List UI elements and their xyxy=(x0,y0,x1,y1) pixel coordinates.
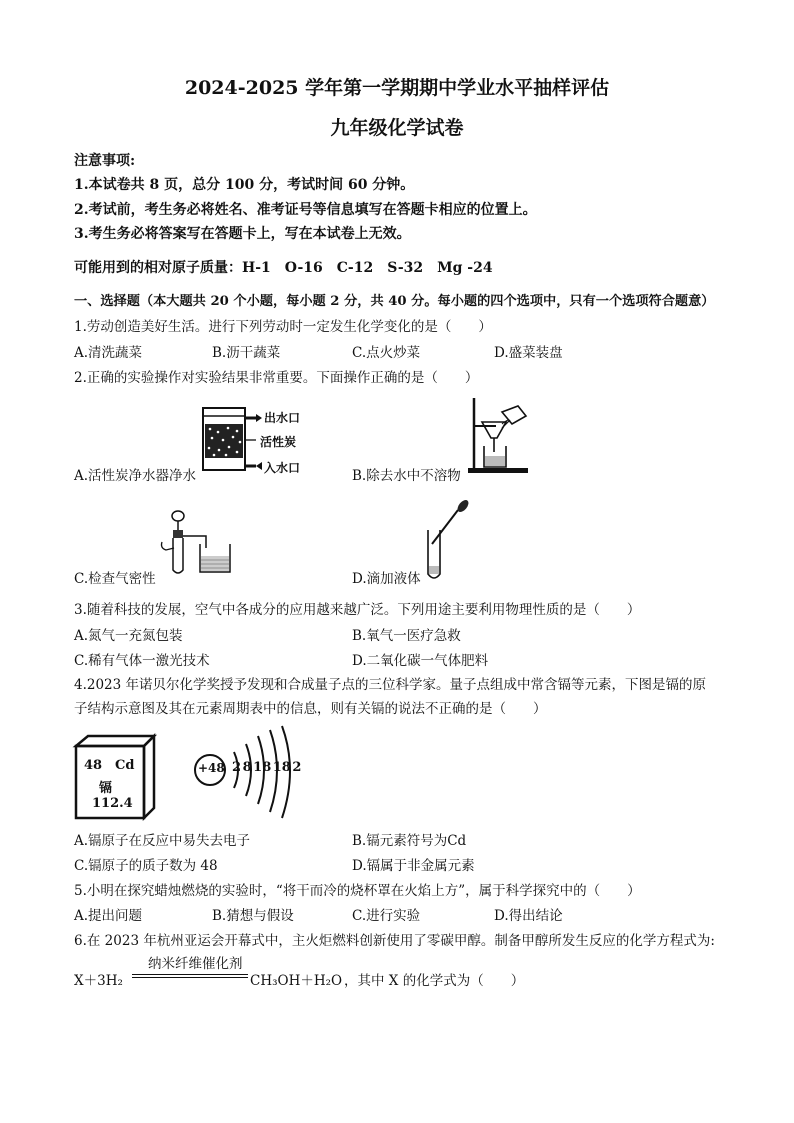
notes-heading: 注意事项: xyxy=(74,153,136,169)
element-number: 48 xyxy=(84,758,103,773)
section-heading: 一、选择题（本大题共 20 个小题，每小题 2 分，共 40 分。每小题的四个选项中，只有一个选项符合题意） xyxy=(74,294,715,309)
q2-option-c[interactable]: C.检查气密性 xyxy=(74,571,156,587)
q4-option-a[interactable]: A.镉原子在反应中易失去电子 xyxy=(74,833,251,849)
q5-stem: 5.小明在探究蜡烛燃烧的实验时，“将干而冷的烧杯罩在火焰上方”，属于科学探究中的（ ） xyxy=(74,883,641,899)
label-water-outlet: 出水口 xyxy=(264,411,301,425)
q5-option-d[interactable]: D.得出结论 xyxy=(494,908,563,924)
q6-tail: ，其中 X 的化学式为（ ） xyxy=(344,973,525,989)
page-subtitle: 九年级化学试卷 xyxy=(330,117,464,139)
q4-stem-line1: 4.2023 年诺贝尔化学奖授予发现和合成量子点的三位科学家。量子点组成中常含镉等元素，下图是镉的原 xyxy=(74,677,707,693)
airtightness-figure xyxy=(156,508,240,580)
dropper-figure xyxy=(422,500,478,584)
q4-option-c[interactable]: C.镉原子的质子数为 48 xyxy=(74,858,218,874)
q1-option-c[interactable]: C.点火炒菜 xyxy=(352,345,421,361)
note-item-3: 3.考生务必将答案写在答题卡上，写在本试卷上无效。 xyxy=(74,226,411,242)
q2-option-b[interactable]: B.除去水中不溶物 xyxy=(352,468,461,484)
q1-option-d[interactable]: D.盛菜装盘 xyxy=(494,345,563,361)
equation-arrow-bottom xyxy=(132,977,248,978)
element-mass: 112.4 xyxy=(92,796,133,811)
note-item-1: 1.本试卷共 8 页，总分 100 分，考试时间 60 分钟。 xyxy=(74,177,415,193)
equation-products: CH₃OH＋H₂O xyxy=(250,973,343,989)
label-water-inlet: 入水口 xyxy=(264,461,301,475)
q3-option-d[interactable]: D.二氧化碳一气体肥料 xyxy=(352,653,489,669)
q5-option-c[interactable]: C.进行实验 xyxy=(352,908,421,924)
q5-option-a[interactable]: A.提出问题 xyxy=(74,908,143,924)
q6-stem: 6.在 2023 年杭州亚运会开幕式中，主火炬燃料创新使用了零碳甲醇。制备甲醇所发生反应的化学方程式为: xyxy=(74,933,715,949)
q3-option-a[interactable]: A.氮气一充氮包装 xyxy=(74,628,183,644)
q2-stem: 2.正确的实验操作对实验结果非常重要。下面操作正确的是（ ） xyxy=(74,370,479,386)
q2-option-d[interactable]: D.滴加液体 xyxy=(352,571,421,587)
page-title: 2024-2025 学年第一学期期中学业水平抽样评估 xyxy=(184,77,610,99)
q1-option-b[interactable]: B.沥干蔬菜 xyxy=(212,345,281,361)
q3-stem: 3.随着科技的发展，空气中各成分的应用越来越广泛。下列用途主要利用物理性质的是（ ） xyxy=(74,602,641,618)
electron-shells: 2 8 18 18 2 xyxy=(232,760,302,775)
equation-arrow-top xyxy=(132,974,248,975)
nucleus-charge: +48 xyxy=(198,761,225,775)
q4-option-d[interactable]: D.镉属于非金属元素 xyxy=(352,858,475,874)
q5-option-b[interactable]: B.猜想与假设 xyxy=(212,908,294,924)
element-symbol: Cd xyxy=(115,758,135,773)
filtration-figure xyxy=(466,396,546,476)
note-item-2: 2.考试前，考生务必将姓名、准考证号等信息填写在答题卡相应的位置上。 xyxy=(74,202,537,218)
q2-option-a[interactable]: A.活性炭净水器净水 xyxy=(74,468,197,484)
q3-option-b[interactable]: B.氧气一医疗急救 xyxy=(352,628,461,644)
equation-reactants: X＋3H₂ xyxy=(74,973,123,989)
q1-stem: 1.劳动创造美好生活。进行下列劳动时一定发生化学变化的是（ ） xyxy=(74,319,492,335)
atomic-mass-line: 可能用到的相对原子质量：H-1 O-16 C-12 S-32 Mg -24 xyxy=(74,260,493,276)
label-activated-carbon: 活性炭 xyxy=(260,435,297,449)
q4-option-b[interactable]: B.镉元素符号为Cd xyxy=(352,833,467,849)
q3-option-c[interactable]: C.稀有气体一激光技术 xyxy=(74,653,210,669)
equation-condition: 纳米纤维催化剂 xyxy=(148,956,243,972)
q1-option-a[interactable]: A.清洗蔬菜 xyxy=(74,345,143,361)
element-name: 镉 xyxy=(99,781,113,796)
q4-stem-line2: 子结构示意图及其在元素周期表中的信息，则有关镉的说法不正确的是（ ） xyxy=(74,701,547,717)
